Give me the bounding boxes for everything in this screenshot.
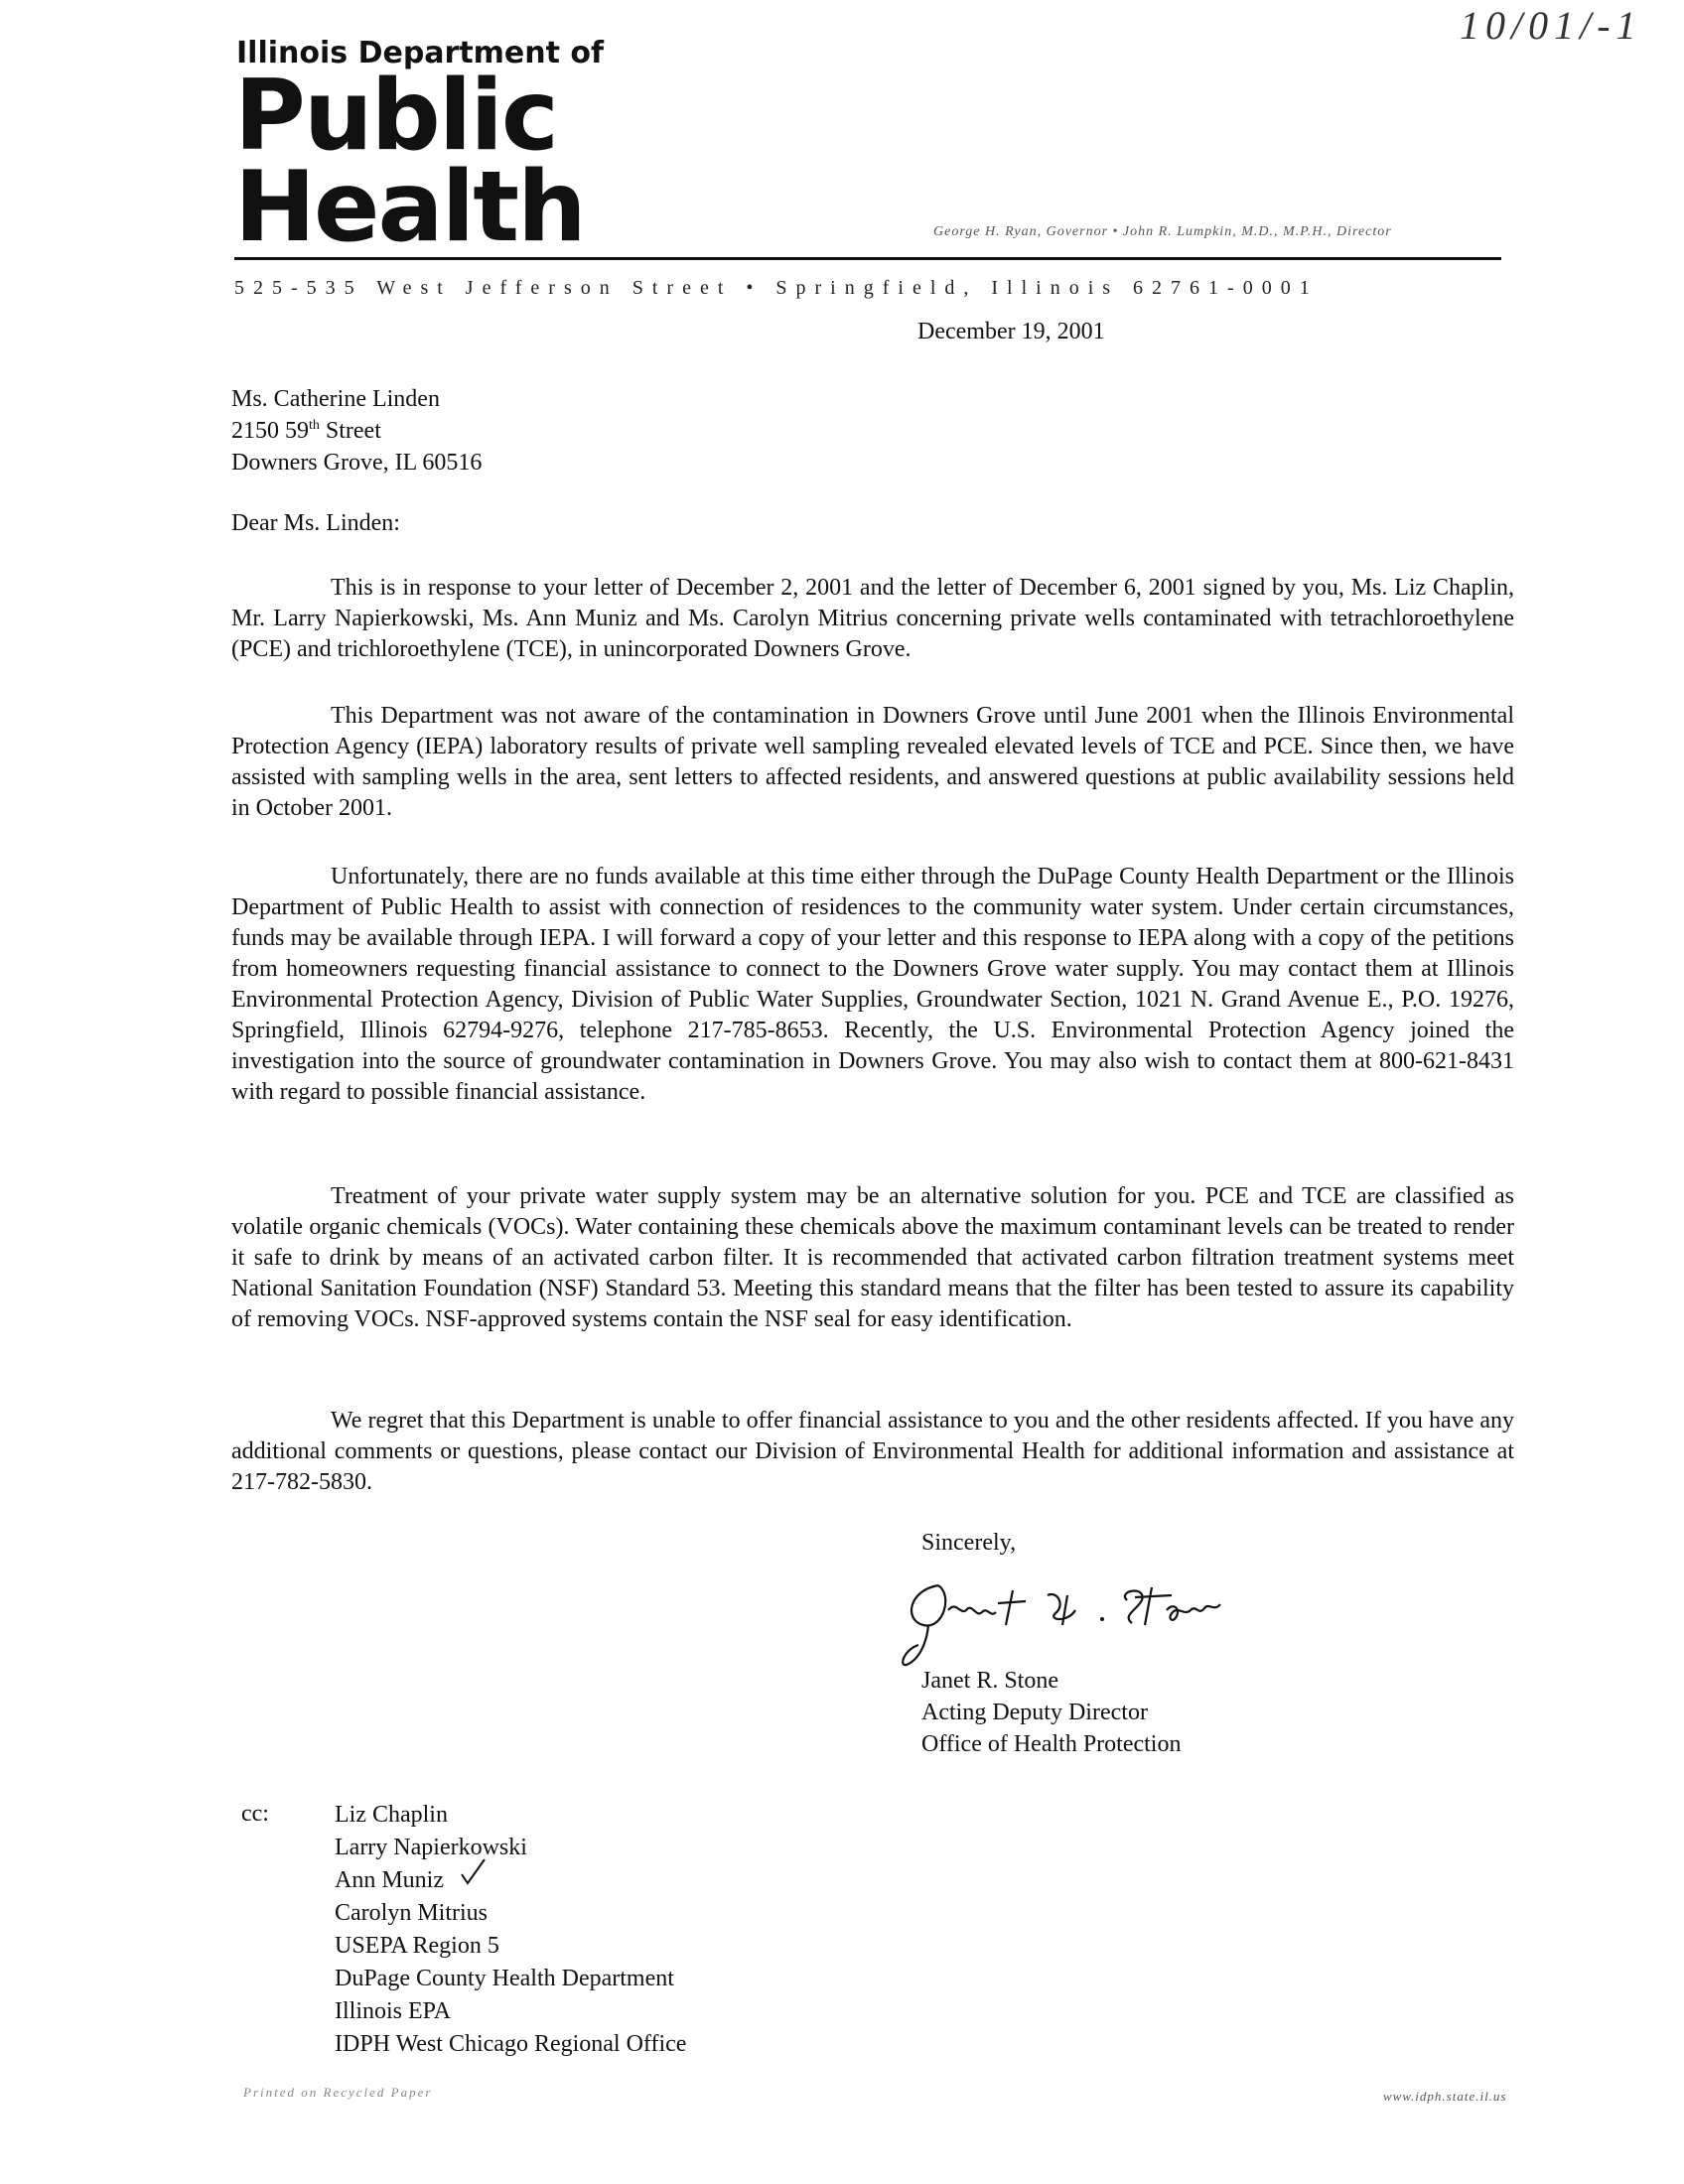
body-paragraph: We regret that this Department is unable to offer financial assistance to you and the other residents affected. If you have any additional comments or questions, please contact our Division of Environmental Health for additional information and assistance at 217-782-5830.	[231, 1408, 1514, 1495]
recipient-name: Ms. Catherine Linden	[231, 386, 440, 412]
cc-item: Larry Napierkowski	[335, 1835, 527, 1860]
letterhead-rule	[234, 257, 1501, 260]
body-paragraph: Treatment of your private water supply system may be an alternative solution for you. PCE and TCE are classified as volatile organic chemicals (VOCs). Water containing these chemicals above the maximum contaminant levels can be treated to render it safe to drink by means of an activated carbon filter. It is recommended that activated carbon filtration treatment systems meet National Sanitation Foundation (NSF) Standard 53. Meeting this standard means that the filter has been tested to assure its capability of removing VOCs. NSF-approved systems contain the NSF seal for easy identification.	[231, 1183, 1514, 1332]
recipient-street: 2150 59th Street	[231, 418, 381, 444]
closing: Sincerely,	[921, 1530, 1017, 1556]
handwritten-date-mark: 10/01/-1	[1460, 3, 1642, 48]
salutation: Dear Ms. Linden:	[231, 510, 400, 536]
cc-item: Liz Chaplin	[335, 1802, 448, 1828]
cc-item: Carolyn Mitrius	[335, 1900, 488, 1926]
cc-item: DuPage County Health Department	[335, 1966, 674, 1991]
cc-item: Illinois EPA	[335, 1998, 452, 2024]
body-paragraph: Unfortunately, there are no funds available at this time either through the DuPage County Health Department or the Illinois Department of Public Health to assist with connection of residences to the community water system. Under certain circumstances, funds may be available through IEPA. I will forward a copy of your letter and this response to IEPA along with a copy of the petitions from homeowners requesting financial assistance to connect to the Downers Grove water supply. You may contact them at Illinois Environmental Protection Agency, Division of Public Water Supplies, Groundwater Section, 1021 N. Grand Avenue E., P.O. 19276, Springfield, Illinois 62794-9276, telephone 217-785-8653. Recently, the U.S. Environmental Protection Agency joined the investigation into the source of groundwater contamination in Downers Grove. You may also wish to contact them at 800-621-8431 with regard to possible financial assistance.	[231, 864, 1514, 1105]
cc-label: cc:	[241, 1801, 269, 1827]
body-paragraph: This is in response to your letter of December 2, 2001 and the letter of December 6, 2001 signed by you, Ms. Liz Chaplin, Mr. Larry Napierkowski, Ms. Ann Muniz and Ms. Carolyn Mitrius concerning private wells contaminated with tetrachloroethylene (PCE) and trichloroethylene (TCE), in unincorporated Downers Grove.	[231, 575, 1514, 662]
letterhead-title-public: Public	[234, 60, 558, 173]
cc-list	[335, 1799, 686, 2061]
letterhead-title-health: Health	[234, 151, 585, 264]
cc-item: Ann Muniz	[335, 1867, 444, 1893]
letterhead-department-line: Illinois Department of	[236, 36, 605, 70]
cc-item: USEPA Region 5	[335, 1933, 499, 1959]
letter-date: December 19, 2001	[917, 319, 1105, 344]
footer-recycled-note: Printed on Recycled Paper	[243, 2085, 433, 2100]
cc-item: IDPH West Chicago Regional Office	[335, 2031, 687, 2057]
letterhead-officials: George H. Ryan, Governor • John R. Lumpkin, M.D., M.P.H., Director	[933, 224, 1392, 239]
check-mark-icon	[458, 1856, 488, 1886]
letterhead-address: 525-535 West Jefferson Street • Springfield, Illinois 62761-0001	[234, 277, 1319, 299]
signature-image	[899, 1566, 1316, 1675]
body-paragraph: This Department was not aware of the contamination in Downers Grove until June 2001 when the Illinois Environmental Protection Agency (IEPA) laboratory results of private well sampling revealed elevated levels of TCE and PCE. Since then, we have assisted with sampling wells in the area, sent letters to affected residents, and answered questions at public availability sessions held in October 2001.	[231, 703, 1514, 821]
signer-title: Acting Deputy Director	[921, 1700, 1148, 1725]
recipient-address	[231, 383, 482, 478]
recipient-city: Downers Grove, IL 60516	[231, 450, 483, 476]
signer-office: Office of Health Protection	[921, 1731, 1182, 1757]
signer-name: Janet R. Stone	[921, 1668, 1058, 1694]
footer-website: www.idph.state.il.us	[1383, 2089, 1507, 2104]
signer-block	[921, 1665, 1181, 1760]
